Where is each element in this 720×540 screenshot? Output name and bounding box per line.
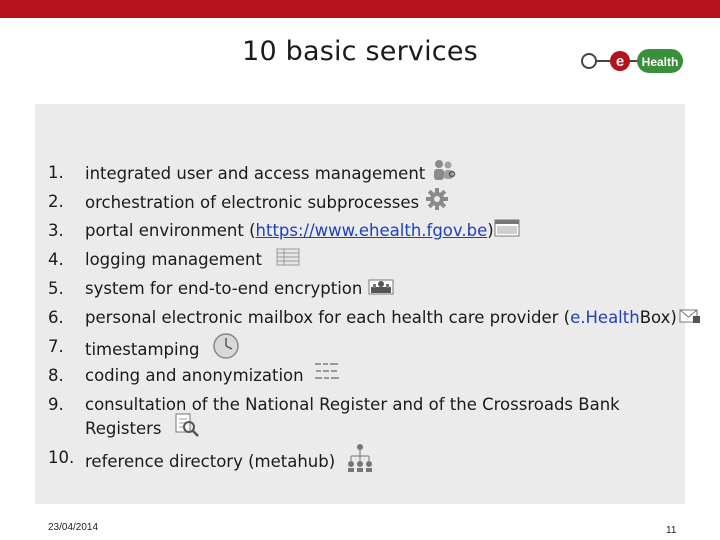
item-number: 5. <box>48 279 64 298</box>
footer-date: 23/04/2014 <box>48 522 99 533</box>
item-text-before: personal electronic mailbox for each health care provider ( <box>85 308 571 327</box>
item-number: 8. <box>48 366 64 385</box>
item-number: 4. <box>48 250 64 269</box>
item-text-line2: Registers <box>85 419 162 438</box>
logo-letter: e <box>615 53 625 70</box>
item-text: orchestration of electronic subprocesses <box>85 193 420 212</box>
item-text: integrated user and access management <box>85 164 426 183</box>
item-text-before: portal environment ( <box>85 221 256 240</box>
slide-title: 10 basic services <box>242 36 478 67</box>
item-number: 6. <box>48 308 64 327</box>
log-table-icon <box>276 246 300 275</box>
item-number: 3. <box>48 221 64 240</box>
item-text: system for end-to-end encryption <box>85 279 363 298</box>
mailbox-icon <box>679 304 701 333</box>
brand-health: .Health <box>580 308 640 327</box>
item-number: 2. <box>48 192 64 211</box>
ehealth-logo <box>578 46 686 76</box>
browser-window-icon <box>494 217 520 246</box>
page-number: 11 <box>666 525 677 536</box>
hierarchy-icon <box>347 443 373 482</box>
item-number: 10. <box>48 448 75 467</box>
brand-e: e <box>570 308 581 327</box>
item-text: coding and anonymization <box>85 366 304 385</box>
item-number: 1. <box>48 163 64 182</box>
top-accent-bar <box>0 0 720 18</box>
item-text-after: ) <box>487 221 494 240</box>
item-text: reference directory (metahub) <box>85 452 336 471</box>
item-text-after: Box) <box>639 308 677 327</box>
item-text: logging management <box>85 250 262 269</box>
item-number: 9. <box>48 395 64 414</box>
register-search-icon <box>174 412 200 447</box>
coded-text-icon <box>314 361 342 392</box>
item-number: 7. <box>48 337 64 356</box>
item-text: consultation of the National Register and of the Crossroads Bank <box>85 395 620 414</box>
encryption-icon <box>368 275 394 304</box>
logo-word: Health <box>641 55 679 69</box>
item-text: timestamping <box>85 340 200 359</box>
portal-link[interactable]: https://www.ehealth.fgov.be <box>255 221 488 240</box>
